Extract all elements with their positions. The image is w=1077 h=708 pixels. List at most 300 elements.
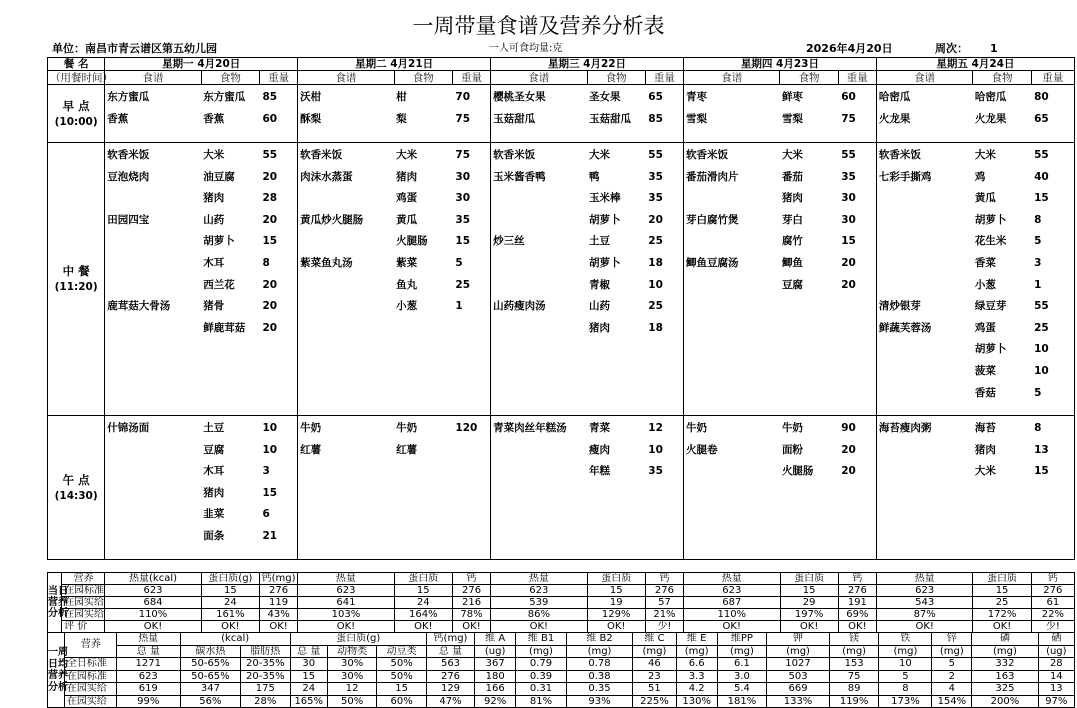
food-name: 猪肉	[396, 170, 418, 183]
column-header: 食物	[201, 71, 259, 85]
food-name: 大米	[974, 465, 996, 478]
weekly-value: 0.38	[566, 670, 632, 683]
weekly-value: 225%	[633, 695, 676, 708]
food-column	[201, 85, 259, 143]
side-text: 营养	[48, 670, 68, 681]
food-name: 鸭	[589, 170, 600, 183]
food-name: 猪肉	[974, 443, 996, 456]
food-weight: 75	[841, 112, 856, 125]
dish-column	[105, 143, 201, 416]
daily-value: 21%	[645, 609, 683, 621]
daily-row-label: 在园标准	[62, 585, 105, 597]
meal-time: (14:30)	[54, 489, 98, 502]
food-weight: 90	[841, 422, 856, 434]
dish-name: 酥梨	[300, 112, 322, 125]
weekly-value: 89	[829, 683, 878, 696]
dish-column	[876, 416, 972, 560]
daily-value: 216	[452, 597, 490, 609]
daily-nutrient-header: 热量	[876, 573, 972, 585]
dish-name: 软香米饭	[493, 149, 536, 161]
food-name: 胡萝卜	[589, 213, 621, 226]
daily-value: 43%	[260, 609, 298, 621]
weight-column	[645, 85, 683, 143]
food-weight	[452, 440, 490, 462]
weekly-value: 130%	[676, 695, 717, 708]
daily-value: OK!	[838, 621, 876, 633]
dish-name: 牛奶	[685, 422, 707, 434]
dish-name	[877, 253, 973, 275]
weekly-value: 50%	[327, 695, 376, 708]
dish-name: 七彩手撕鸡	[878, 170, 932, 183]
food-weight: 120	[455, 422, 478, 434]
daily-value: 61	[1031, 597, 1074, 609]
weekly-value: 5	[879, 670, 932, 683]
food-name: 木耳	[203, 465, 225, 478]
daily-value: OK!	[587, 621, 645, 633]
meal-label	[48, 85, 105, 143]
dish-name	[105, 483, 201, 505]
food-name: 花生米	[974, 235, 1007, 248]
dish-name	[877, 339, 973, 361]
weekly-value: 153	[829, 658, 878, 671]
daily-value: 172%	[973, 609, 1031, 621]
nutrient-unit-header: 总 量	[290, 645, 327, 658]
food-name: 鲜枣	[781, 91, 803, 103]
weekly-value: 119%	[829, 695, 878, 708]
weight-column	[645, 143, 683, 416]
food-name: 芽白	[781, 213, 803, 226]
nutrient-unit-header: 动豆类	[377, 645, 426, 658]
weekly-value: 50-65%	[180, 658, 240, 671]
daily-value: 86%	[491, 609, 587, 621]
dish-column	[491, 85, 587, 143]
food-name: 胡萝卜	[203, 235, 235, 248]
daily-value: 623	[105, 585, 201, 597]
daily-value: 543	[876, 597, 972, 609]
daily-value: 623	[876, 585, 972, 597]
food-weight: 55	[648, 149, 663, 161]
daily-nutrient-header: 钙	[452, 573, 490, 585]
side-text: 营养	[48, 597, 68, 608]
weekly-value: 8	[879, 683, 932, 696]
food-weight: 10	[648, 278, 663, 291]
dish-name: 青菜肉丝年糕汤	[493, 422, 567, 434]
weight-column	[1031, 143, 1074, 416]
dish-name: 鹿茸菇大骨汤	[107, 300, 171, 313]
dish-name: 火龙果	[878, 112, 911, 125]
food-weight: 15	[1034, 192, 1049, 205]
daily-nutrient-header: 蛋白质(g)	[201, 573, 259, 585]
food-name: 柑	[396, 91, 407, 103]
weekly-value: 2	[932, 670, 972, 683]
daily-value: OK!	[452, 621, 490, 633]
food-name: 胡萝卜	[589, 256, 621, 269]
food-name: 青菜	[589, 422, 611, 434]
weekly-value: 0.78	[566, 658, 632, 671]
food-column	[780, 416, 838, 560]
dish-name: 炒三丝	[493, 235, 525, 248]
dish-column	[105, 85, 201, 143]
nutrient-name-header: 锌	[932, 633, 972, 646]
weekly-value: 56%	[180, 695, 240, 708]
weekly-value: 28%	[241, 695, 290, 708]
weekly-row-label: 在园实给	[64, 683, 116, 696]
nutrient-unit-header: (mg)	[633, 645, 676, 658]
food-name: 土豆	[589, 235, 611, 248]
side-text: 一周	[48, 647, 68, 658]
column-header: 食物	[780, 71, 838, 85]
day-header: 星期五 4月24日	[876, 58, 1074, 71]
daily-value: 164%	[394, 609, 452, 621]
weekly-value: 92%	[475, 695, 516, 708]
dish-name: 东方蜜瓜	[107, 91, 150, 103]
daily-value: 87%	[876, 609, 972, 621]
food-name: 韭菜	[203, 508, 225, 521]
dish-column	[298, 416, 394, 560]
dish-column	[298, 85, 394, 143]
food-column	[201, 416, 259, 560]
daily-nutrient-header: 热量	[298, 573, 394, 585]
dish-name	[298, 231, 394, 253]
dish-name: 清炒银芽	[878, 300, 921, 313]
weekly-value: 50%	[377, 670, 426, 683]
weekly-value: 15	[290, 670, 327, 683]
dish-name: 芽白腐竹煲	[685, 213, 739, 226]
food-name: 大米	[396, 149, 418, 161]
portion-label: 一人可食均量:克	[489, 43, 563, 54]
dish-name	[105, 440, 201, 462]
weekly-value: 15	[377, 683, 426, 696]
food-weight: 35	[841, 170, 856, 183]
food-name: 梨	[396, 112, 407, 125]
weekly-value: 175	[241, 683, 290, 696]
food-name: 面条	[203, 529, 225, 542]
daily-value: 少!	[1031, 621, 1074, 633]
weekly-value: 347	[180, 683, 240, 696]
weekly-value: 332	[972, 658, 1038, 671]
weekly-value: 10	[879, 658, 932, 671]
food-name: 土豆	[203, 422, 225, 434]
dish-name	[491, 318, 587, 340]
kcal-header: (kcal)	[180, 633, 290, 646]
food-weight: 28	[262, 192, 278, 205]
food-weight: 20	[841, 465, 856, 478]
daily-analysis-table	[47, 572, 1075, 633]
food-weight: 85	[262, 91, 278, 103]
weight-column	[1031, 85, 1074, 143]
nutrient-unit-header: 碳水热	[180, 645, 240, 658]
nutrient-name-header: 磷	[972, 633, 1038, 646]
daily-value: 623	[298, 585, 394, 597]
column-header: 重量	[1031, 71, 1074, 85]
weekly-value: 6.6	[676, 658, 717, 671]
food-weight: 25	[1034, 321, 1049, 334]
food-weight: 55	[1034, 300, 1049, 313]
daily-value: 276	[1031, 585, 1074, 597]
food-weight: 75	[455, 112, 471, 125]
nutrient-unit-header: (mg)	[829, 645, 878, 658]
column-header: 食物	[587, 71, 645, 85]
daily-row-label: 评 价	[62, 621, 105, 633]
dish-name	[491, 461, 587, 483]
food-name: 黄瓜	[974, 192, 996, 205]
food-weight: 35	[648, 465, 663, 478]
dish-name: 红薯	[300, 443, 322, 456]
dish-column	[683, 416, 779, 560]
food-weight: 10	[1034, 343, 1049, 356]
weekly-value: 200%	[972, 695, 1038, 708]
weekly-value: 46	[633, 658, 676, 671]
daily-value: 641	[298, 597, 394, 609]
daily-value: 103%	[298, 609, 394, 621]
food-weight: 55	[262, 149, 278, 161]
weekly-analysis-table	[47, 632, 1075, 708]
dish-name	[877, 231, 973, 253]
food-name: 青椒	[589, 278, 611, 291]
food-name: 鸡蛋	[396, 192, 418, 205]
dish-name: 火腿卷	[685, 443, 718, 456]
week-label: 周次：	[935, 42, 968, 55]
food-weight: 21	[262, 529, 278, 542]
dish-name: 软香米饭	[685, 149, 728, 161]
dish-name	[877, 188, 973, 210]
column-header: 食物	[394, 71, 452, 85]
meal-time-header: （用餐时间）	[48, 71, 105, 85]
food-name: 香菇	[974, 386, 996, 399]
daily-value: 78%	[452, 609, 490, 621]
food-weight: 13	[1034, 443, 1049, 456]
weekly-value: 75	[829, 670, 878, 683]
food-name: 牛奶	[396, 422, 418, 434]
daily-value: OK!	[684, 621, 780, 633]
weight-column	[452, 143, 490, 416]
nutrient-name-header: 钾	[767, 633, 830, 646]
food-weight: 20	[262, 213, 278, 226]
food-name: 猪肉	[589, 321, 611, 334]
weekly-value: 30%	[327, 658, 376, 671]
daily-value: OK!	[973, 621, 1031, 633]
food-column	[587, 85, 645, 143]
weekly-value: 93%	[566, 695, 632, 708]
dish-name	[684, 231, 780, 253]
food-weight: 3	[262, 465, 270, 478]
daily-value: 276	[260, 585, 298, 597]
weekly-value: 180	[475, 670, 516, 683]
food-weight: 60	[841, 91, 856, 103]
weekly-value: 619	[116, 683, 180, 696]
food-weight: 20	[841, 278, 856, 291]
daily-value: 29	[780, 597, 838, 609]
meal-name: 午 点	[62, 472, 90, 487]
dish-name	[877, 383, 973, 405]
daily-value: 69%	[838, 609, 876, 621]
food-weight: 35	[648, 170, 663, 183]
nutrient-unit-header: 脂肪热	[241, 645, 290, 658]
nutrient-name-header: 镁	[829, 633, 878, 646]
dish-name: 鲫鱼豆腐汤	[685, 256, 739, 269]
dish-name	[877, 461, 973, 483]
dish-name: 什锦汤面	[107, 422, 150, 434]
unit-label: 单位：南昌市青云谱区第五幼儿园	[52, 42, 217, 55]
food-name: 鲜鹿茸菇	[203, 321, 246, 334]
food-column	[394, 416, 452, 560]
nutrient-name-header: 维PP	[717, 633, 766, 646]
daily-value: 57	[645, 597, 683, 609]
food-name: 雪梨	[781, 112, 803, 125]
daily-nutrient-header: 蛋白质	[394, 573, 452, 585]
dish-name	[877, 275, 973, 297]
nutrient-name-header: 铁	[879, 633, 932, 646]
meal-time: (10:00)	[54, 115, 98, 128]
nutrient-unit-header: (mg)	[972, 645, 1038, 658]
column-header: 食谱	[298, 71, 394, 85]
daily-value: 687	[684, 597, 780, 609]
weekly-value: 276	[426, 670, 474, 683]
food-weight: 15	[841, 235, 856, 248]
dish-name: 青枣	[685, 91, 707, 103]
nutrient-unit-header: 总 量	[426, 645, 474, 658]
food-name: 猪肉	[203, 486, 225, 499]
food-weight: 3	[1034, 256, 1042, 269]
food-name: 玉米棒	[589, 192, 621, 205]
weekly-value: 5	[932, 658, 972, 671]
food-weight: 20	[648, 213, 663, 226]
dish-name	[877, 361, 973, 383]
food-weight: 65	[648, 91, 663, 103]
meal-label	[48, 143, 105, 416]
nutrient-unit-header: (mg)	[879, 645, 932, 658]
daily-nutrient-header: 热量	[684, 573, 780, 585]
food-weight: 8	[262, 256, 270, 269]
daily-value: 276	[838, 585, 876, 597]
daily-value: 少!	[645, 621, 683, 633]
weekly-value: 3.0	[717, 670, 766, 683]
weekly-value: 30%	[327, 670, 376, 683]
weekly-value: 20-35%	[241, 658, 290, 671]
nutrient-unit-header: (ug)	[1038, 645, 1074, 658]
dish-name: 黄瓜炒火腿肠	[300, 213, 364, 226]
dish-name	[105, 188, 201, 210]
nutrient-name-header: 硒	[1038, 633, 1074, 646]
daily-value: OK!	[260, 621, 298, 633]
food-weight: 30	[841, 192, 856, 205]
daily-row-label: 在园实给	[62, 609, 105, 621]
nutrient-header: 营养	[62, 573, 105, 585]
weekly-value: 503	[767, 670, 830, 683]
food-name: 山药	[203, 213, 225, 226]
nutrient-unit-header: (mg)	[516, 645, 567, 658]
daily-nutrient-header: 钙	[838, 573, 876, 585]
weekly-value: 14	[1038, 670, 1074, 683]
food-name: 猪骨	[203, 300, 225, 313]
food-weight: 55	[1034, 149, 1049, 161]
dish-name	[877, 440, 973, 462]
daily-value: 24	[201, 597, 259, 609]
weekly-value: 154%	[932, 695, 972, 708]
weekly-row-label: 在园实给	[64, 695, 116, 708]
food-weight: 10	[648, 443, 663, 456]
food-name: 小葱	[974, 278, 996, 291]
weight-column	[259, 416, 297, 560]
food-name: 绿豆芽	[974, 300, 1007, 313]
food-name: 大米	[974, 149, 996, 161]
food-weight: 25	[648, 235, 663, 248]
daily-value: OK!	[298, 621, 394, 633]
daily-nutrient-header: 钙(mg)	[260, 573, 298, 585]
dish-name	[491, 253, 587, 275]
weekly-value: 166	[475, 683, 516, 696]
heat-header: 热量	[116, 633, 180, 646]
weekly-value: 181%	[717, 695, 766, 708]
nutrient-unit-header: 总 量	[116, 645, 180, 658]
dish-name: 软香米饭	[107, 149, 150, 161]
food-weight: 35	[648, 192, 663, 205]
weekly-analysis-side-label	[48, 633, 68, 708]
daily-value: 684	[105, 597, 201, 609]
food-weight: 1	[1034, 278, 1042, 291]
food-column	[587, 416, 645, 560]
meal-label	[48, 416, 105, 560]
daily-value: OK!	[780, 621, 838, 633]
dish-column	[876, 143, 972, 416]
day-header: 星期二 4月21日	[298, 58, 491, 71]
food-name: 紫菜	[396, 256, 418, 269]
column-header: 重量	[838, 71, 876, 85]
weekly-value: 165%	[290, 695, 327, 708]
column-header: 重量	[452, 71, 490, 85]
nutrient-unit-header: (mg)	[717, 645, 766, 658]
food-weight: 25	[455, 278, 471, 291]
daily-value: 24	[394, 597, 452, 609]
dish-name	[105, 461, 201, 483]
daily-value: 15	[587, 585, 645, 597]
food-weight: 70	[455, 91, 471, 103]
food-column	[394, 85, 452, 143]
daily-nutrient-header: 蛋白质	[780, 573, 838, 585]
dish-name: 肉沫水蒸蛋	[300, 170, 353, 183]
food-name: 鲫鱼	[781, 256, 803, 269]
daily-value: 276	[452, 585, 490, 597]
food-name: 番茄	[781, 170, 803, 183]
day-header: 星期一 4月20日	[105, 58, 298, 71]
meal-name: 早 点	[62, 98, 90, 113]
dish-name: 沃柑	[300, 91, 322, 103]
nutrient-unit-header: (ug)	[475, 645, 516, 658]
weight-column	[452, 416, 490, 560]
dish-name	[298, 275, 394, 297]
food-weight: 60	[262, 112, 278, 125]
nutrient-name-header: 维 C	[633, 633, 676, 646]
weekly-value: 60%	[377, 695, 426, 708]
food-weight: 8	[1034, 422, 1042, 434]
daily-nutrient-header: 蛋白质	[973, 573, 1031, 585]
weekly-value: 0.39	[516, 670, 567, 683]
food-weight: 15	[1034, 465, 1049, 478]
daily-value: 19	[587, 597, 645, 609]
page-title: 一周带量食谱及营养分析表	[412, 14, 665, 38]
food-weight: 40	[1034, 170, 1049, 183]
week-number: 1	[990, 42, 998, 55]
food-name: 火龙果	[974, 112, 1007, 125]
food-name: 大米	[589, 149, 611, 161]
food-name: 鸡蛋	[974, 321, 996, 334]
dish-name	[298, 296, 394, 318]
dish-name: 雪梨	[685, 112, 707, 125]
dish-name: 山药瘦肉汤	[493, 300, 546, 313]
dish-column	[683, 85, 779, 143]
daily-value: 22%	[1031, 609, 1074, 621]
food-name: 大米	[781, 149, 803, 161]
